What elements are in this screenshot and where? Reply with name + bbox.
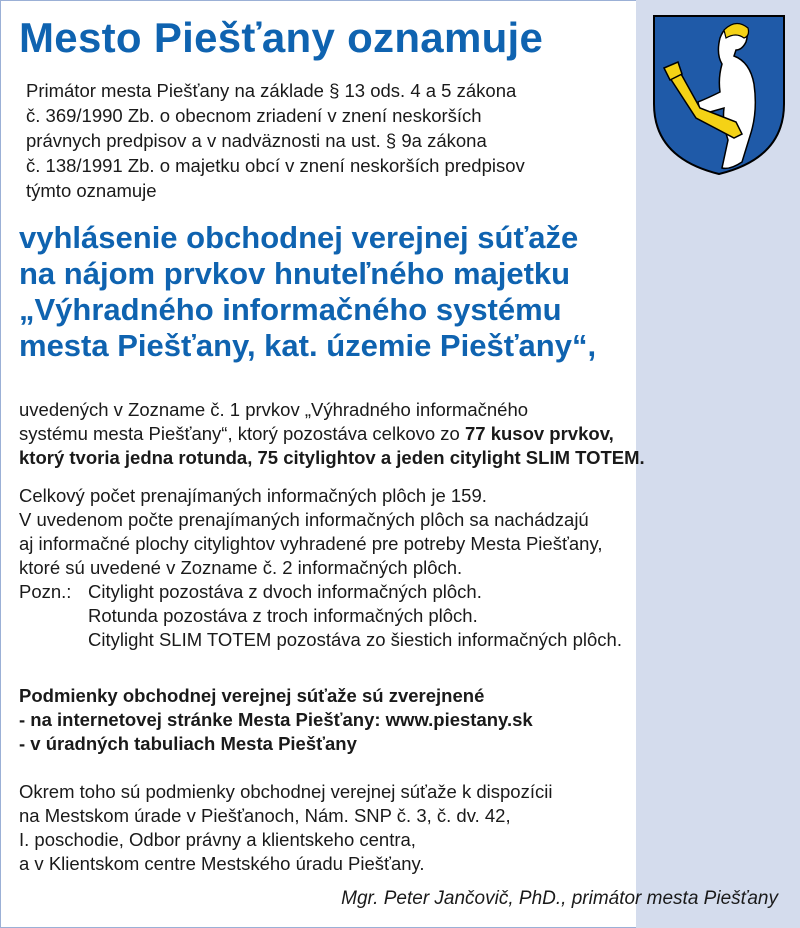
title-line: vyhlásenie obchodnej verejnej súťaže (19, 220, 579, 255)
areas-line: aj informačné plochy citylightov vyhradené pre potreby Mesta Piešťany, (19, 533, 603, 554)
title-line: „Výhradného informačného systému (19, 292, 562, 327)
availability-line: I. poschodie, Odbor právny a klientskeho centra, (19, 829, 416, 850)
conditions-paragraph (19, 684, 789, 756)
availability-line: a v Klientskom centre Mestského úradu Piešťany. (19, 853, 425, 874)
page-title: Mesto Piešťany oznamuje (19, 14, 544, 61)
signature: Mgr. Peter Jančovič, PhD., primátor mesta Piešťany (341, 888, 778, 909)
title-line: mesta Piešťany, kat. územie Piešťany“, (19, 328, 597, 363)
availability-paragraph (19, 780, 789, 876)
note-line: Citylight SLIM TOTEM pozostáva zo šiestich informačných plôch. (88, 629, 622, 650)
elements-line (19, 422, 789, 446)
note-row (19, 580, 789, 604)
availability-line: Okrem toho sú podmienky obchodnej verejnej súťaže k dispozícii (19, 781, 553, 802)
areas-line: Celkový počet prenajímaných informačných plôch je 159. (19, 485, 487, 506)
conditions-line: - na internetovej stránke Mesta Piešťany: www.piestany.sk (19, 709, 533, 730)
elements-line: uvedených v Zozname č. 1 prvkov „Výhradného informačného (19, 399, 529, 420)
elements-count-bold: 77 kusov prvkov, (464, 423, 614, 444)
title-line: na nájom prvkov hnuteľného majetku (19, 256, 571, 291)
intro-line: právnych predpisov a v nadväznosti na ust. § 9a zákona (26, 130, 487, 151)
note-label: Pozn.: (19, 581, 72, 602)
elements-text: systému mesta Piešťany“, ktorý pozostáva celkovo zo (19, 423, 465, 444)
conditions-line: - v úradných tabuliach Mesta Piešťany (19, 733, 357, 754)
intro-line: Primátor mesta Piešťany na základe § 13 ods. 4 a 5 zákona (26, 80, 517, 101)
conditions-line: Podmienky obchodnej verejnej súťaže sú zverejnené (19, 685, 485, 706)
areas-paragraph (19, 484, 789, 652)
intro-line: č. 369/1990 Zb. o obecnom zriadení v znení neskorších (26, 105, 482, 126)
note-line: Citylight pozostáva z dvoch informačných plôch. (88, 581, 482, 602)
announcement-title (19, 220, 779, 364)
elements-paragraph (19, 398, 789, 470)
intro-line: týmto oznamuje (26, 180, 157, 201)
note-line: Rotunda pozostáva z troch informačných plôch. (88, 605, 478, 626)
availability-line: na Mestskom úrade v Piešťanoch, Nám. SNP č. 3, č. dv. 42, (19, 805, 511, 826)
areas-line: ktoré sú uvedené v Zozname č. 2 informačných plôch. (19, 557, 463, 578)
areas-line: V uvedenom počte prenajímaných informačných plôch sa nachádzajú (19, 509, 589, 530)
intro-line: č. 138/1991 Zb. o majetku obcí v znení neskorších predpisov (26, 155, 525, 176)
elements-composition-bold: ktorý tvoria jedna rotunda, 75 citylightov a jeden citylight SLIM TOTEM. (19, 447, 645, 468)
coat-of-arms-crest-icon (650, 12, 788, 178)
intro-paragraph (26, 78, 636, 203)
